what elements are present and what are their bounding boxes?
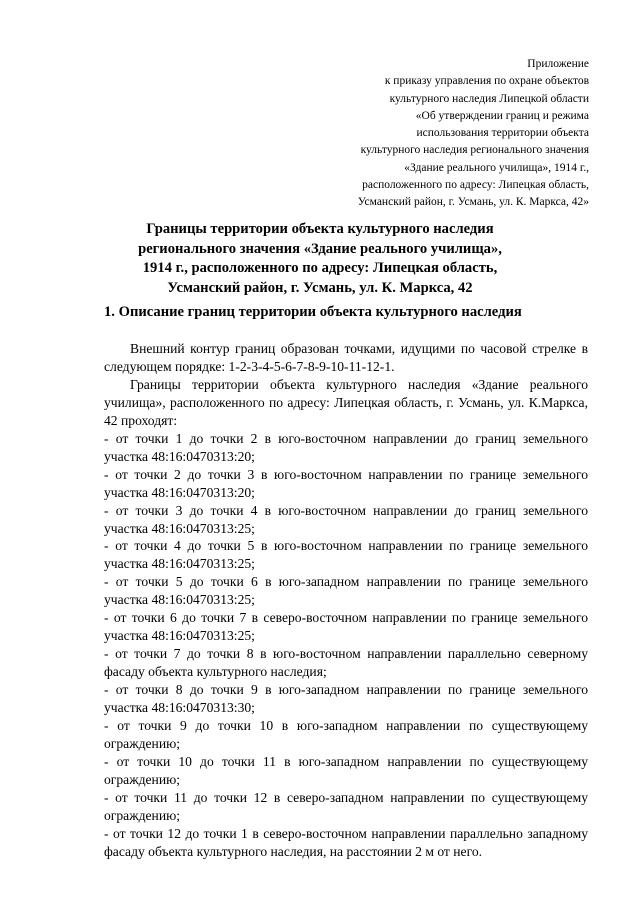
header-line: к приказу управления по охране объектов <box>384 75 589 88</box>
section-heading: 1. Описание границ территории объекта культурного наследия <box>104 304 522 320</box>
header-line: «Здание реального училища», 1914 г., <box>404 161 589 174</box>
boundary-item: - от точки 2 до точки 3 в юго-восточном направлении по границе земельного участка 48:16:0470313:20; <box>104 466 588 500</box>
paragraph: Внешний контур границ образован точками, идущими по часовой стрелке в следующем порядке: 1-2-3-4-5-6-7-8-9-10-11-12-1. <box>104 341 588 374</box>
boundary-item: - от точки 4 до точки 5 в юго-восточном направлении по границе земельного участка 48:16:0470313:25; <box>104 538 588 572</box>
title-line: Усманский район, г. Усмань, ул. К. Маркса, 42 <box>167 279 473 296</box>
title-line: 1914 г., расположенного по адресу: Липецкая область, <box>142 260 498 276</box>
boundary-item: - от точки 12 до точки 1 в северо-восточном направлении параллельно западному фасаду объекта культурного наследия, на расстоянии 2 м от него. <box>104 825 588 859</box>
boundary-item: - от точки 10 до точки 11 в юго-западном направлении по существующему ограждению; <box>104 753 588 787</box>
boundary-item: - от точки 3 до точки 4 в юго-восточном направлении до границ земельного участка 48:16:0470313:25; <box>104 502 588 536</box>
boundary-item: - от точки 9 до точки 10 в юго-западном направлении по существующему ограждению; <box>104 718 588 751</box>
header-line: «Об утверждении границ и режима <box>415 109 589 122</box>
header-line: расположенного по адресу: Липецкая область, <box>362 179 589 192</box>
document-title <box>0 220 640 298</box>
boundary-item: - от точки 8 до точки 9 в юго-западном направлении по границе земельного участка 48:16:0470313:30; <box>104 682 588 716</box>
paragraph: Границы территории объекта культурного наследия «Здание реального училища», расположенного по адресу: Липецкая область, г. Усмань, ул. К.Маркса, 42 проходят: <box>104 376 588 428</box>
boundary-item: - от точки 7 до точки 8 в юго-восточном направлении параллельно северному фасаду объекта культурного наследия; <box>104 646 588 680</box>
header-line: культурного наследия Липецкой области <box>389 92 589 105</box>
header-line: использования территории объекта <box>416 127 589 140</box>
appendix-header <box>229 56 589 212</box>
header-line: Усманский район, г. Усмань, ул. К. Маркса, 42» <box>357 196 589 209</box>
boundary-item: - от точки 11 до точки 12 в северо-западном направлении по существующему ограждению; <box>104 789 588 823</box>
boundary-item: - от точки 5 до точки 6 в юго-западном направлении по границе земельного участка 48:16:0470313:25; <box>104 574 588 608</box>
boundary-item: - от точки 1 до точки 2 в юго-восточном направлении до границ земельного участка 48:16:0470313:20; <box>104 430 588 464</box>
header-line: культурного наследия регионального значения <box>360 144 589 157</box>
header-line: Приложение <box>527 58 589 70</box>
title-line: Границы территории объекта культурного наследия <box>146 221 494 237</box>
boundary-item: - от точки 6 до точки 7 в северо-восточном направлении по границе земельного участка 48:16:0470313:25; <box>104 610 588 644</box>
title-line: регионального значения «Здание реального училища», <box>138 240 502 257</box>
document-body <box>104 340 588 861</box>
